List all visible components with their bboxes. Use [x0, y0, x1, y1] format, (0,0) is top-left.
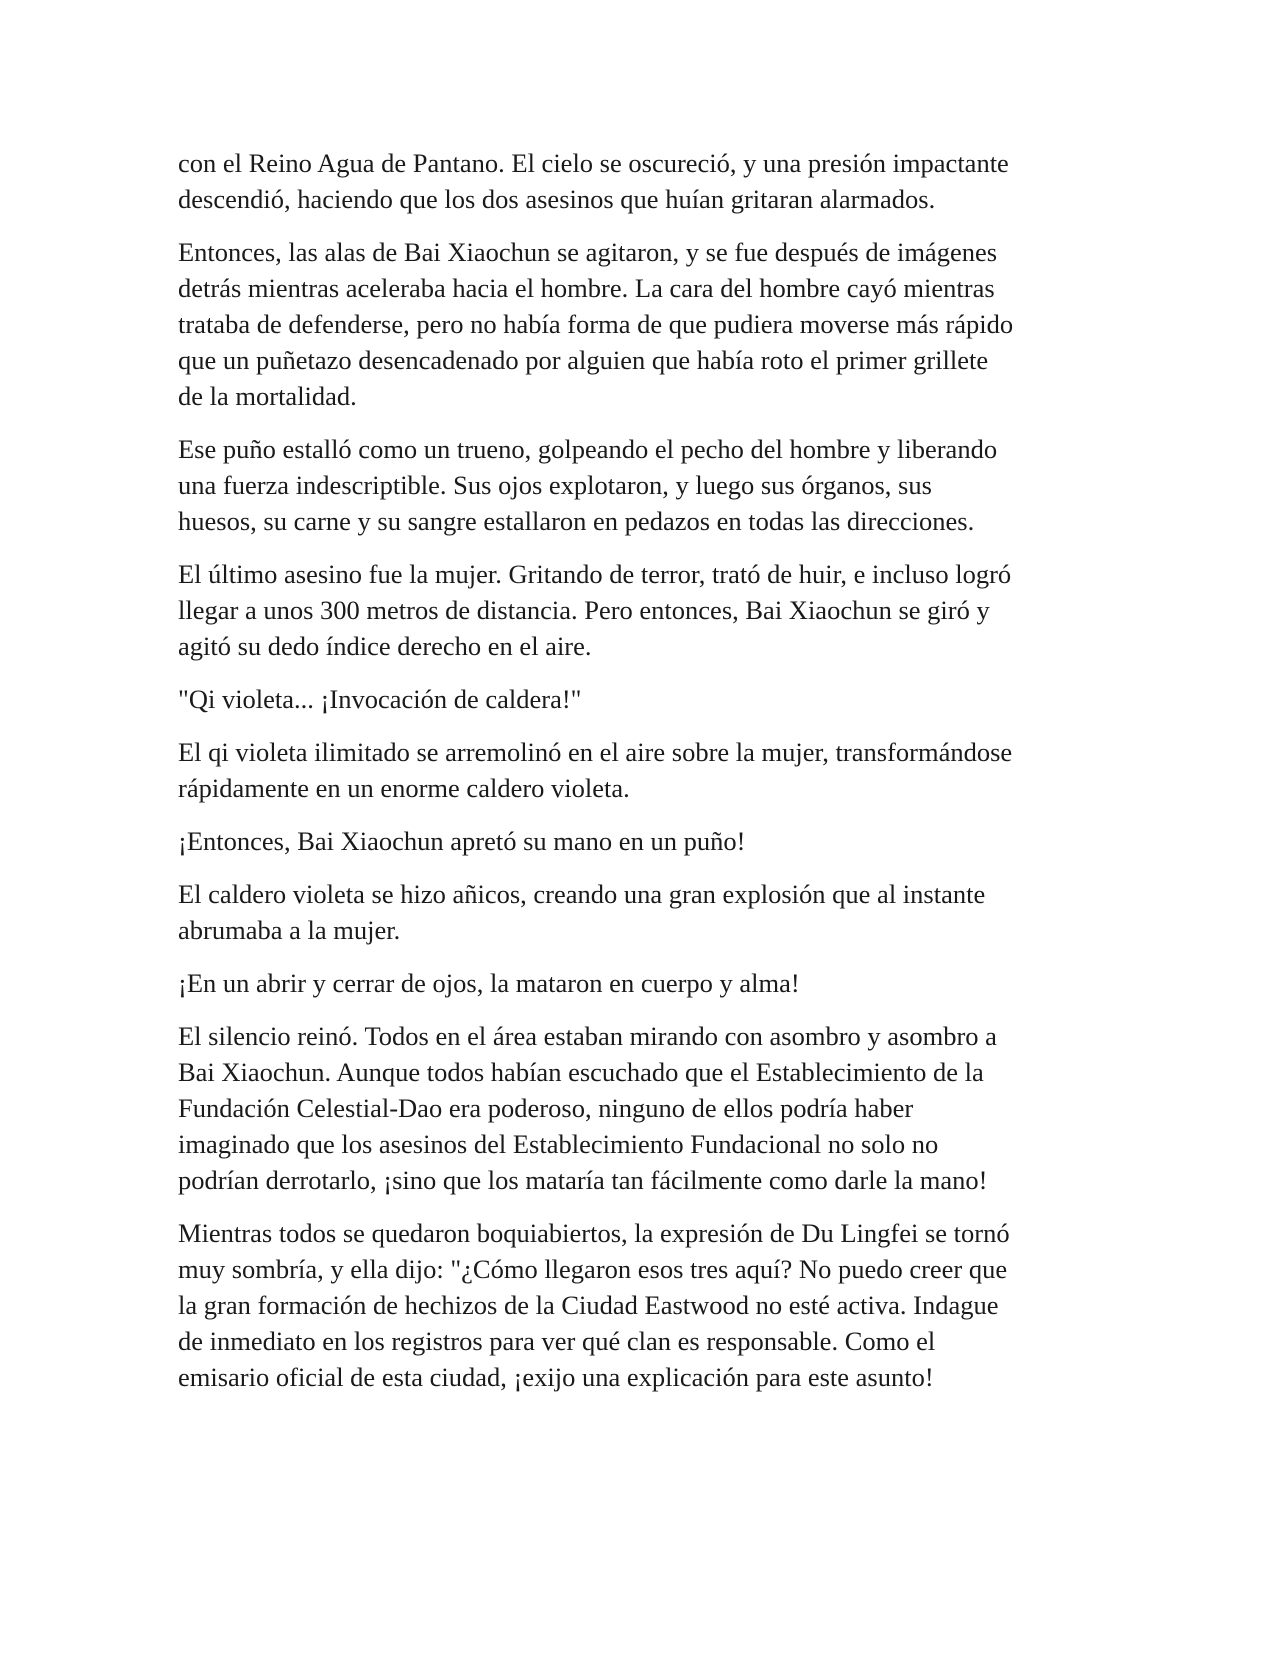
paragraph: Mientras todos se quedaron boquiabiertos, la expresión de Du Lingfei se tornó muy sombría, y ella dijo: "¿Cómo llegaron esos tres aquí? No puedo creer que la gran formación de hechizos de la Ciudad Eastwood no esté activa. Indague de inmediato en los registros para ver qué clan es responsable. Como el emisario oficial de esta ciudad, ¡exijo una explicación para este asunto!	[178, 1218, 1010, 1392]
paragraph: con el Reino Agua de Pantano. El cielo se oscureció, y una presión impactante descendió, haciendo que los dos asesinos que huían gritaran alarmados.	[178, 148, 1009, 214]
paragraph: El último asesino fue la mujer. Gritando de terror, trató de huir, e incluso logró llegar a unos 300 metros de distancia. Pero entonces, Bai Xiaochun se giró y agitó su dedo índice derecho en el aire.	[178, 559, 1012, 661]
paragraph: Ese puño estalló como un trueno, golpeando el pecho del hombre y liberando una fuerza indescriptible. Sus ojos explotaron, y luego sus órganos, sus huesos, su carne y su sangre estallaron en pedazos en todas las direcciones.	[178, 434, 998, 536]
paragraph: El caldero violeta se hizo añicos, creando una gran explosión que al instante abrumaba a la mujer.	[178, 879, 986, 945]
paragraph: El qi violeta ilimitado se arremolinó en el aire sobre la mujer, transformándose rápidamente en un enorme caldero violeta.	[178, 737, 1013, 803]
paragraph: Entonces, las alas de Bai Xiaochun se agitaron, y se fue después de imágenes detrás mientras aceleraba hacia el hombre. La cara del hombre cayó mientras trataba de defenderse, pero no había forma de que pudiera moverse más rápido que un puñetazo desencadenado por alguien que había roto el primer grillete de la mortalidad.	[178, 237, 1014, 411]
paragraph: "Qi violeta... ¡Invocación de caldera!"	[178, 684, 582, 714]
paragraph: ¡En un abrir y cerrar de ojos, la mataron en cuerpo y alma!	[178, 968, 800, 998]
document-page	[178, 145, 1118, 1412]
paragraph: ¡Entonces, Bai Xiaochun apretó su mano en un puño!	[178, 826, 746, 856]
paragraph: El silencio reinó. Todos en el área estaban mirando con asombro y asombro a Bai Xiaochun. Aunque todos habían escuchado que el Establecimiento de la Fundación Celestial-Dao era poderoso, ninguno de ellos podría haber imaginado que los asesinos del Establecimiento Fundacional no solo no podrían derrotarlo, ¡sino que los mataría tan fácilmente como darle la mano!	[178, 1021, 997, 1195]
